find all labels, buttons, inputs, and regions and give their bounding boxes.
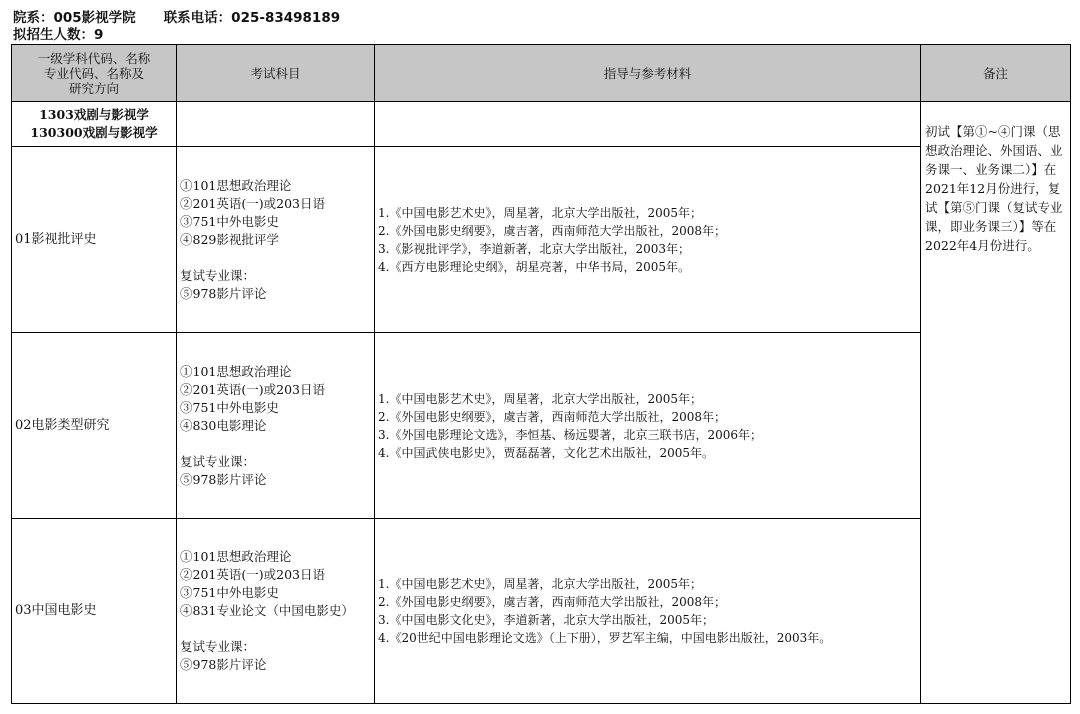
exam-table bbox=[11, 44, 1071, 704]
remarks-cell: 初试【第①~④门课（思想政治理论、外国语、业务课一、业务课二）】在2021年12月份进行，复试【第⑤门课（复试专业课，即业务课三）】等在2022年4月份进行。 bbox=[921, 102, 1071, 704]
empty-cell bbox=[375, 102, 921, 147]
reference-materials: 1.《中国电影艺术史》，周星著，北京大学出版社，2005年； 2.《外国电影史纲要》，虞吉著，西南师范大学出版社，2008年； 3.《影视批评学》，李道新著，北京大学出版社，2003年； 4.《西方电影理论史纲》，胡星亮著，中华书局，2005年。 bbox=[375, 147, 921, 333]
column-header-discipline: 一级学科代码、名称 专业代码、名称及 研究方向 bbox=[12, 45, 177, 102]
column-header-notes: 备注 bbox=[921, 45, 1071, 102]
column-header-subjects: 考试科目 bbox=[177, 45, 375, 102]
phone-label: 联系电话：025-83498189 bbox=[163, 10, 341, 26]
exam-subjects: ①101思想政治理论 ②201英语(一)或203日语 ③751中外电影史 ④830电影理论 复试专业课： ⑤978影片评论 bbox=[177, 333, 375, 519]
exam-subjects: ①101思想政治理论 ②201英语(一)或203日语 ③751中外电影史 ④829影视批评学 复试专业课： ⑤978影片评论 bbox=[177, 147, 375, 333]
table-header-row bbox=[12, 45, 1071, 102]
enrollment-label: 拟招生人数：9 bbox=[13, 27, 104, 43]
research-direction: 01影视批评史 bbox=[12, 147, 177, 333]
header-line-1 bbox=[13, 10, 340, 26]
table-row bbox=[12, 333, 1071, 519]
exam-subjects: ①101思想政治理论 ②201英语(一)或203日语 ③751中外电影史 ④831专业论文（中国电影史） 复试专业课： ⑤978影片评论 bbox=[177, 519, 375, 704]
table-row bbox=[12, 147, 1071, 333]
column-header-references: 指导与参考材料 bbox=[375, 45, 921, 102]
category-row bbox=[12, 102, 1071, 147]
table-row bbox=[12, 519, 1071, 704]
department-label: 院系：005影视学院 bbox=[13, 10, 136, 26]
reference-materials: 1.《中国电影艺术史》，周星著，北京大学出版社，2005年； 2.《外国电影史纲要》，虞吉著，西南师范大学出版社，2008年； 3.《中国电影文化史》，李道新著，北京大学出版社，2005年； 4.《20世纪中国电影理论文选》（上下册），罗艺军主编，中国电影出版社，2003年。 bbox=[375, 519, 921, 704]
reference-materials: 1.《中国电影艺术史》，周星著，北京大学出版社，2005年； 2.《外国电影史纲要》，虞吉著，西南师范大学出版社，2008年； 3.《外国电影理论文选》，李恒基、杨远婴著，北京三联书店，2006年； 4.《中国武侠电影史》，贾磊磊著，文化艺术出版社，2005年。 bbox=[375, 333, 921, 519]
research-direction: 03中国电影史 bbox=[12, 519, 177, 704]
discipline-category: 1303戏剧与影视学 130300戏剧与影视学 bbox=[12, 102, 177, 147]
research-direction: 02电影类型研究 bbox=[12, 333, 177, 519]
empty-cell bbox=[177, 102, 375, 147]
